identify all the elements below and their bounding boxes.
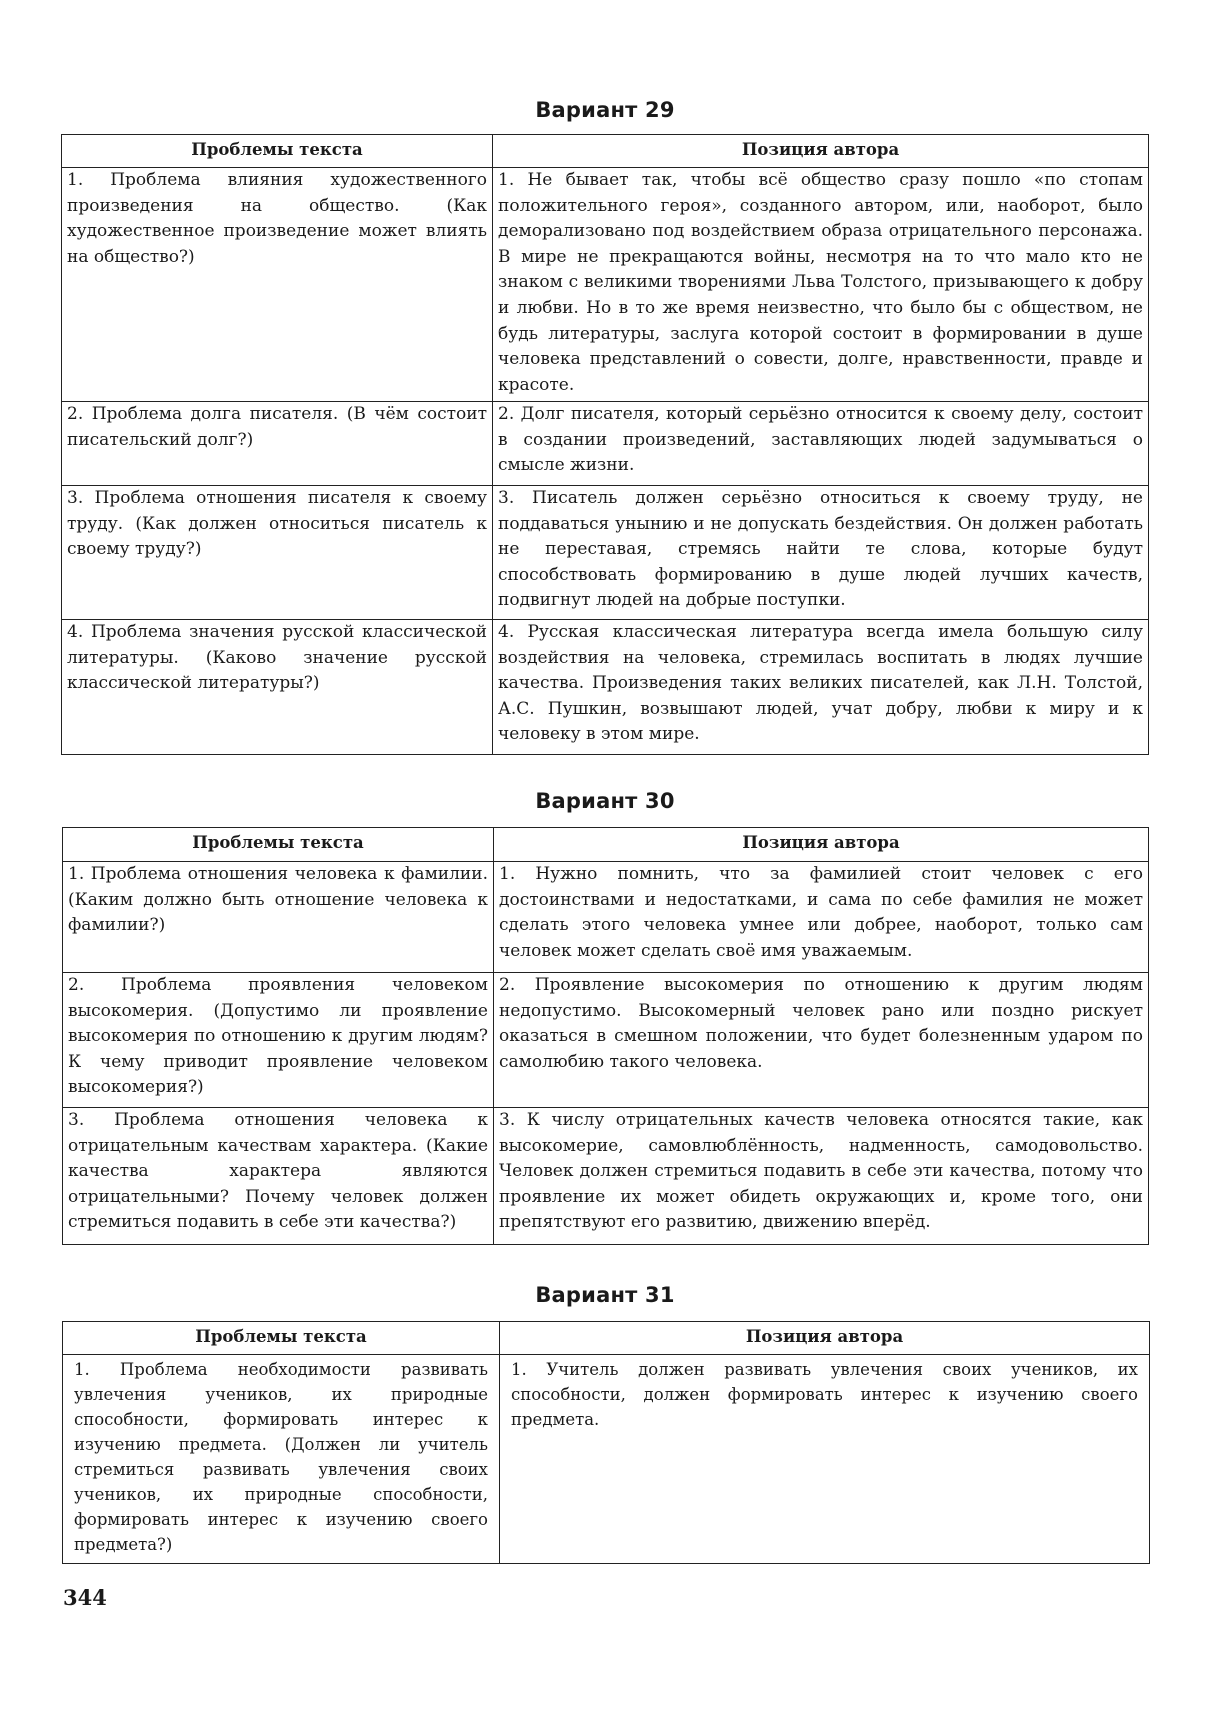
position-cell: 3. К числу отрицательных качеств человека относятся такие, как высокомерие, самовлюблённость, надменность, самодовольство. Человек должен стремиться подавить в себе эти качества, потому что проявление их может обидеть окружающих и, кроме того, они препятствуют его развитию, движению вперёд. (494, 1108, 1149, 1245)
position-cell: 2. Долг писателя, который серьёзно относится к своему делу, состоит в создании произведений, заставляющих людей задумываться о смысле жизни. (493, 402, 1149, 486)
problem-cell: 1. Проблема необходимости развивать увлечения учеников, их природные способности, формировать интерес к изучению предмета. (Должен ли учитель стремиться развивать увлечения своих учеников, их природные способности, формировать интерес к изучению своего предмета?) (63, 1355, 500, 1564)
position-cell: 3. Писатель должен серьёзно относиться к своему труду, не поддаваться унынию и не допускать бездействия. Он должен работать не переставая, стремясь найти те слова, которые будут способствовать формированию в душе людей лучших качеств, подвигнут людей на добрые поступки. (493, 486, 1149, 620)
problem-cell: 1. Проблема отношения человека к фамилии. (Каким должно быть отношение человека к фамилии?) (63, 862, 494, 973)
problem-cell: 3. Проблема отношения человека к отрицательным качествам характера. (Какие качества характера являются отрицательными? Почему человек должен стремиться подавить в себе эти качества?) (63, 1108, 494, 1245)
variant-30-table (62, 827, 1149, 1245)
table-row (63, 973, 1149, 1108)
table-row (62, 486, 1149, 620)
problem-cell: 3. Проблема отношения писателя к своему труду. (Как должен относиться писатель к своему труду?) (62, 486, 493, 620)
position-cell: 1. Учитель должен развивать увлечения своих учеников, их способности, должен формировать интерес к изучению своего предмета. (500, 1355, 1150, 1564)
position-cell: 2. Проявление высокомерия по отношению к другим людям недопустимо. Высокомерный человек рано или поздно рискует оказаться в смешном положении, что будет болезненным ударом по самолюбию такого человека. (494, 973, 1149, 1108)
column-header-problems: Проблемы текста (63, 828, 494, 862)
column-header-position: Позиция автора (494, 828, 1149, 862)
position-cell: 1. Не бывает так, чтобы всё общество сразу пошло «по стопам положительного героя», созданного автором, или, наоборот, было деморализовано под воздействием образа отрицательного персонажа. В мире не прекращаются войны, несмотря на то что мало кто не знаком с великими творениями Льва Толстого, призывающего к добру и любви. Но в то же время неизвестно, что было бы с обществом, не будь литературы, заслуга которой состоит в формировании в душе человека представлений о совести, долге, нравственности, правде и красоте. (493, 168, 1149, 402)
variant-29-table (61, 134, 1149, 755)
column-header-problems: Проблемы текста (62, 135, 493, 168)
position-cell: 1. Нужно помнить, что за фамилией стоит человек с его достоинствами и недостатками, и сама по себе фамилия не может сделать этого человека умнее или добрее, наоборот, только сам человек может сделать своё имя уважаемым. (494, 862, 1149, 973)
column-header-position: Позиция автора (500, 1322, 1150, 1355)
variant-30-title: Вариант 30 (535, 789, 675, 813)
table-row (62, 168, 1149, 402)
position-cell: 4. Русская классическая литература всегда имела большую силу воздействия на человека, стремилась воспитать в людях лучшие качества. Произведения таких великих писателей, как Л.Н. Толстой, А.С. Пушкин, возвышают людей, учат добру, любви к миру и к человеку в этом мире. (493, 620, 1149, 755)
problem-cell: 2. Проблема проявления человеком высокомерия. (Допустимо ли проявление высокомерия по отношению к другим людям? К чему приводит проявление человеком высокомерия?) (63, 973, 494, 1108)
column-header-position: Позиция автора (493, 135, 1149, 168)
variant-31-title: Вариант 31 (535, 1283, 675, 1307)
page-number: 344 (63, 1585, 107, 1610)
column-header-problems: Проблемы текста (63, 1322, 500, 1355)
table-row (63, 862, 1149, 973)
variant-29-title: Вариант 29 (535, 98, 675, 122)
table-row (63, 1108, 1149, 1245)
table-row (62, 402, 1149, 486)
problem-cell: 2. Проблема долга писателя. (В чём состоит писательский долг?) (62, 402, 493, 486)
problem-cell: 1. Проблема влияния художественного произведения на общество. (Как художественное произведение может влиять на общество?) (62, 168, 493, 402)
table-row (63, 1355, 1150, 1564)
table-row (62, 620, 1149, 755)
variant-31-table (62, 1321, 1150, 1564)
problem-cell: 4. Проблема значения русской классической литературы. (Каково значение русской классической литературы?) (62, 620, 493, 755)
